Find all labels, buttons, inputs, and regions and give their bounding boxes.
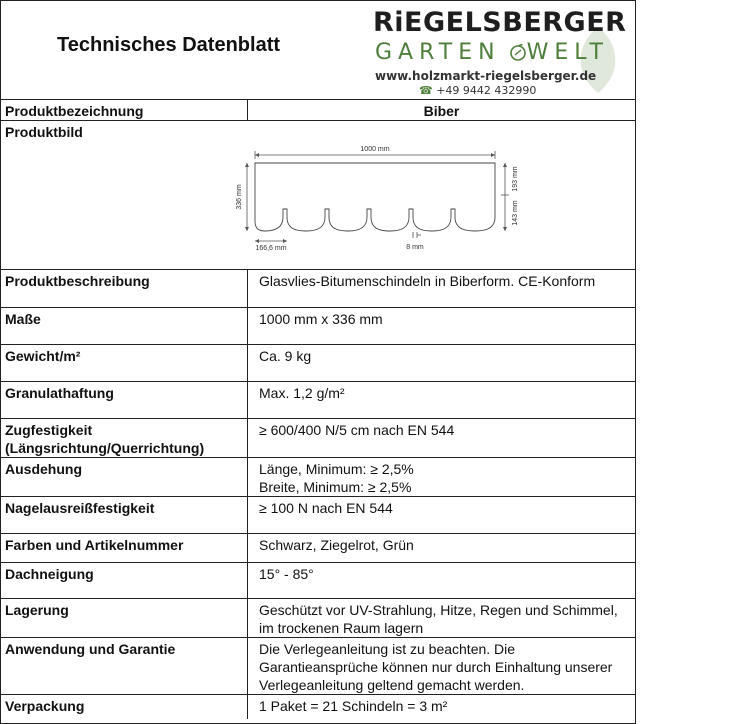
row-value: Biber bbox=[248, 100, 636, 121]
table-row bbox=[1, 419, 635, 458]
row-label: Zugfestigkeit (Längsrichtung/Querrichtung) bbox=[1, 419, 248, 458]
document-title: Technisches Datenblatt bbox=[57, 34, 281, 56]
table-row bbox=[1, 100, 635, 121]
row-value: ≥ 100 N nach EN 544 bbox=[248, 497, 636, 534]
row-value: 15° - 85° bbox=[248, 563, 636, 599]
row-label: Dachneigung bbox=[1, 563, 248, 599]
row-value: Schwarz, Ziegelrot, Grün bbox=[248, 534, 636, 563]
row-label: Anwendung und Garantie bbox=[1, 638, 248, 695]
apple-icon bbox=[509, 43, 527, 61]
row-label: Farben und Artikelnummer bbox=[1, 534, 248, 563]
row-label: Nagelausreißfestigkeit bbox=[1, 497, 248, 534]
logo-phone bbox=[419, 84, 536, 97]
product-image-cell bbox=[1, 121, 635, 270]
table-row bbox=[1, 270, 635, 308]
table-row bbox=[1, 695, 635, 719]
shingle-diagram bbox=[236, 133, 741, 252]
row-value: 1000 mm x 336 mm bbox=[248, 308, 636, 345]
row-value: ≥ 600/400 N/5 cm nach EN 544 bbox=[248, 419, 636, 458]
height-dimension-label: 336 mm bbox=[236, 184, 243, 210]
table-row bbox=[1, 382, 635, 419]
row-label: Ausdehung bbox=[1, 458, 248, 497]
bottom-part-label: 143 mm bbox=[512, 200, 519, 226]
row-label: Verpackung bbox=[1, 695, 248, 719]
logo-subtitle bbox=[375, 40, 609, 65]
row-label: Produktbild bbox=[5, 124, 83, 140]
table-row bbox=[1, 458, 635, 497]
value-line: Breite, Minimum: ≥ 2,5% bbox=[259, 479, 412, 495]
table-row bbox=[1, 534, 635, 563]
table-row bbox=[1, 121, 635, 270]
row-label: Produktbezeichnung bbox=[1, 100, 248, 121]
row-value: Die Verlegeanleitung ist zu beachten. Die Garantieansprüche können nur durch Einhaltung unserer Verlegeanleitung geltend gemacht werden. bbox=[248, 638, 636, 695]
gap-label: 8 mm bbox=[406, 244, 424, 251]
row-value: 1 Paket = 21 Schindeln = 3 m² bbox=[259, 698, 448, 714]
row-value bbox=[248, 458, 636, 497]
row-label: Gewicht/m² bbox=[1, 345, 248, 382]
company-logo bbox=[369, 7, 631, 97]
row-value: Glasvlies-Bitumenschindeln in Biberform. CE-Konform bbox=[248, 270, 636, 308]
phone-icon: ☎ bbox=[419, 84, 433, 97]
row-value: Geschützt vor UV-Strahlung, Hitze, Regen und Schimmel, im trockenen Raum lagern bbox=[248, 599, 636, 638]
table-row bbox=[1, 497, 635, 534]
table-row bbox=[1, 345, 635, 382]
row-label: Lagerung bbox=[1, 599, 248, 638]
logo-sub-right: WELT bbox=[526, 40, 609, 65]
logo-sub-left: GARTEN bbox=[375, 40, 501, 65]
row-label: Granulathaftung bbox=[1, 382, 248, 419]
row-label: Produktbeschreibung bbox=[1, 270, 248, 308]
row-value: Max. 1,2 g/m² bbox=[248, 382, 636, 419]
top-part-label: 193 mm bbox=[512, 166, 519, 192]
logo-website: www.holzmarkt-riegelsberger.de bbox=[375, 69, 597, 83]
phone-number: +49 9442 432990 bbox=[436, 84, 537, 97]
tab-width-label: 166,6 mm bbox=[255, 245, 287, 252]
table-row bbox=[1, 563, 635, 599]
row-value: Ca. 9 kg bbox=[248, 345, 636, 382]
table-row bbox=[1, 638, 635, 695]
value-line: Länge, Minimum: ≥ 2,5% bbox=[259, 461, 414, 477]
table-row bbox=[1, 599, 635, 638]
logo-brand: RiEGELSBERGER bbox=[373, 7, 627, 38]
row-label: Maße bbox=[1, 308, 248, 345]
header bbox=[1, 1, 635, 100]
spec-table bbox=[1, 100, 635, 719]
table-row bbox=[1, 308, 635, 345]
width-dimension-label: 1000 mm bbox=[360, 146, 390, 153]
